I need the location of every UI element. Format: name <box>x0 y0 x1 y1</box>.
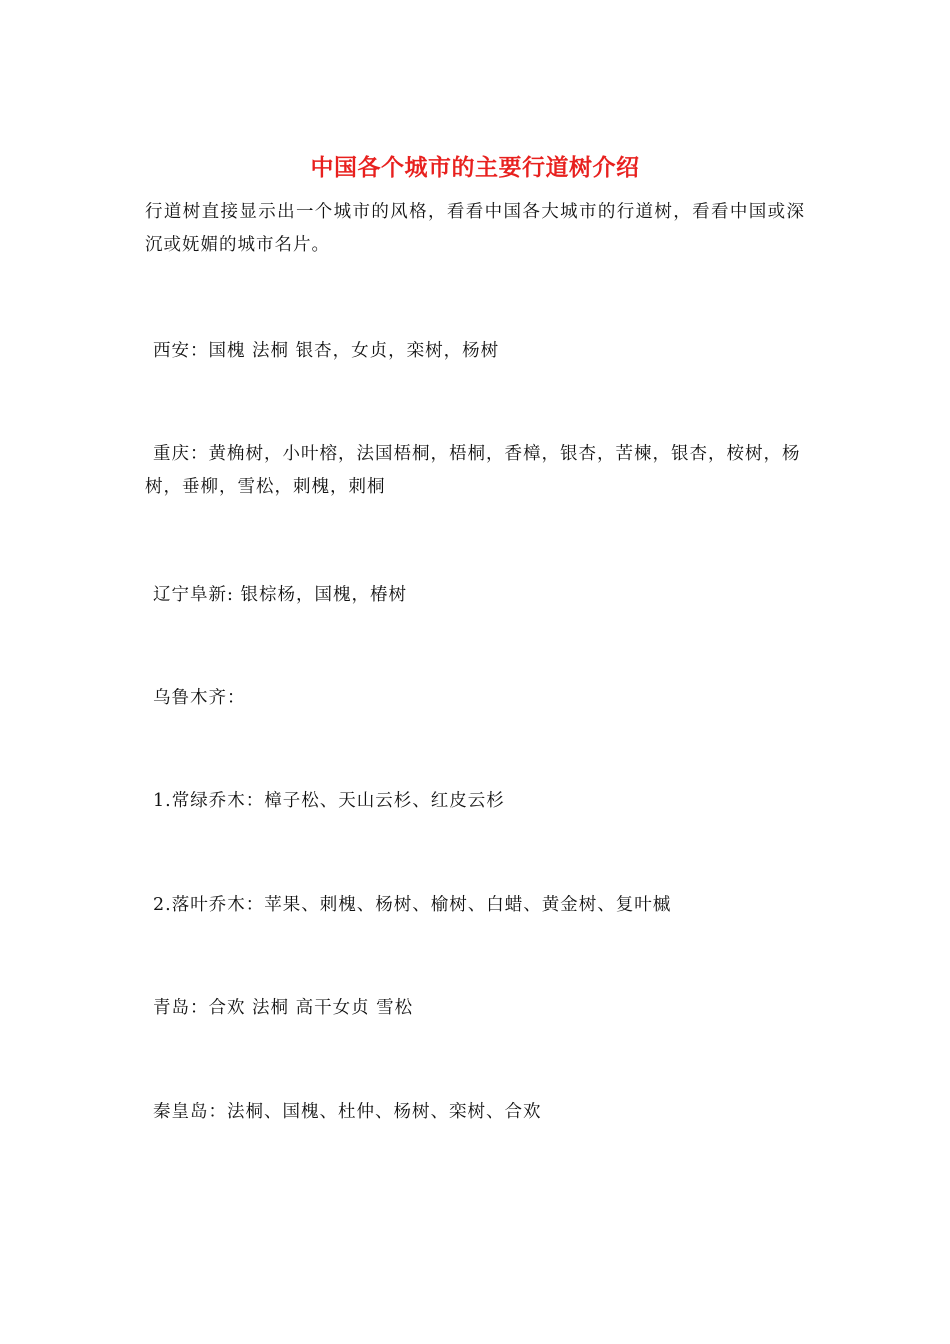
entry-xian <box>145 335 810 368</box>
entry-text: 辽宁阜新: 银棕杨，国槐，椿树 <box>153 585 407 605</box>
entry-text: 青岛：合欢 法桐 高干女贞 雪松 <box>153 998 414 1018</box>
entry-chongqing <box>145 438 810 504</box>
entry-text: 2.落叶乔木：苹果、刺槐、杨树、榆树、白蜡、黄金树、复叶槭 <box>153 895 672 915</box>
entry-urumqi-evergreen <box>145 785 810 818</box>
document-title: 中国各个城市的主要行道树介绍 <box>310 154 640 181</box>
entry-text: 1.常绿乔木：樟子松、天山云杉、红皮云杉 <box>153 791 505 811</box>
entry-urumqi-deciduous <box>145 889 810 922</box>
intro-paragraph: 行道树直接显示出一个城市的风格，看看中国各大城市的行道树，看看中国或深沉或妩媚的城市名片。 <box>145 202 805 255</box>
entry-fuxin <box>145 579 810 612</box>
entry-text: 秦皇岛：法桐、国槐、杜仲、杨树、栾树、合欢 <box>153 1102 542 1122</box>
entry-text: 乌鲁木齐： <box>153 688 246 708</box>
entry-text: 西安：国槐 法桐 银杏，女贞，栾树，杨树 <box>153 341 500 361</box>
entry-text: 重庆：黄桷树，小叶榕，法国梧桐，梧桐，香樟，银杏，苦楝，银杏，桉树，杨树，垂柳，雪松，刺槐，刺桐 <box>145 444 801 497</box>
entry-urumqi <box>145 682 810 715</box>
entry-qingdao <box>145 992 810 1025</box>
entry-qinhuangdao <box>145 1096 810 1129</box>
